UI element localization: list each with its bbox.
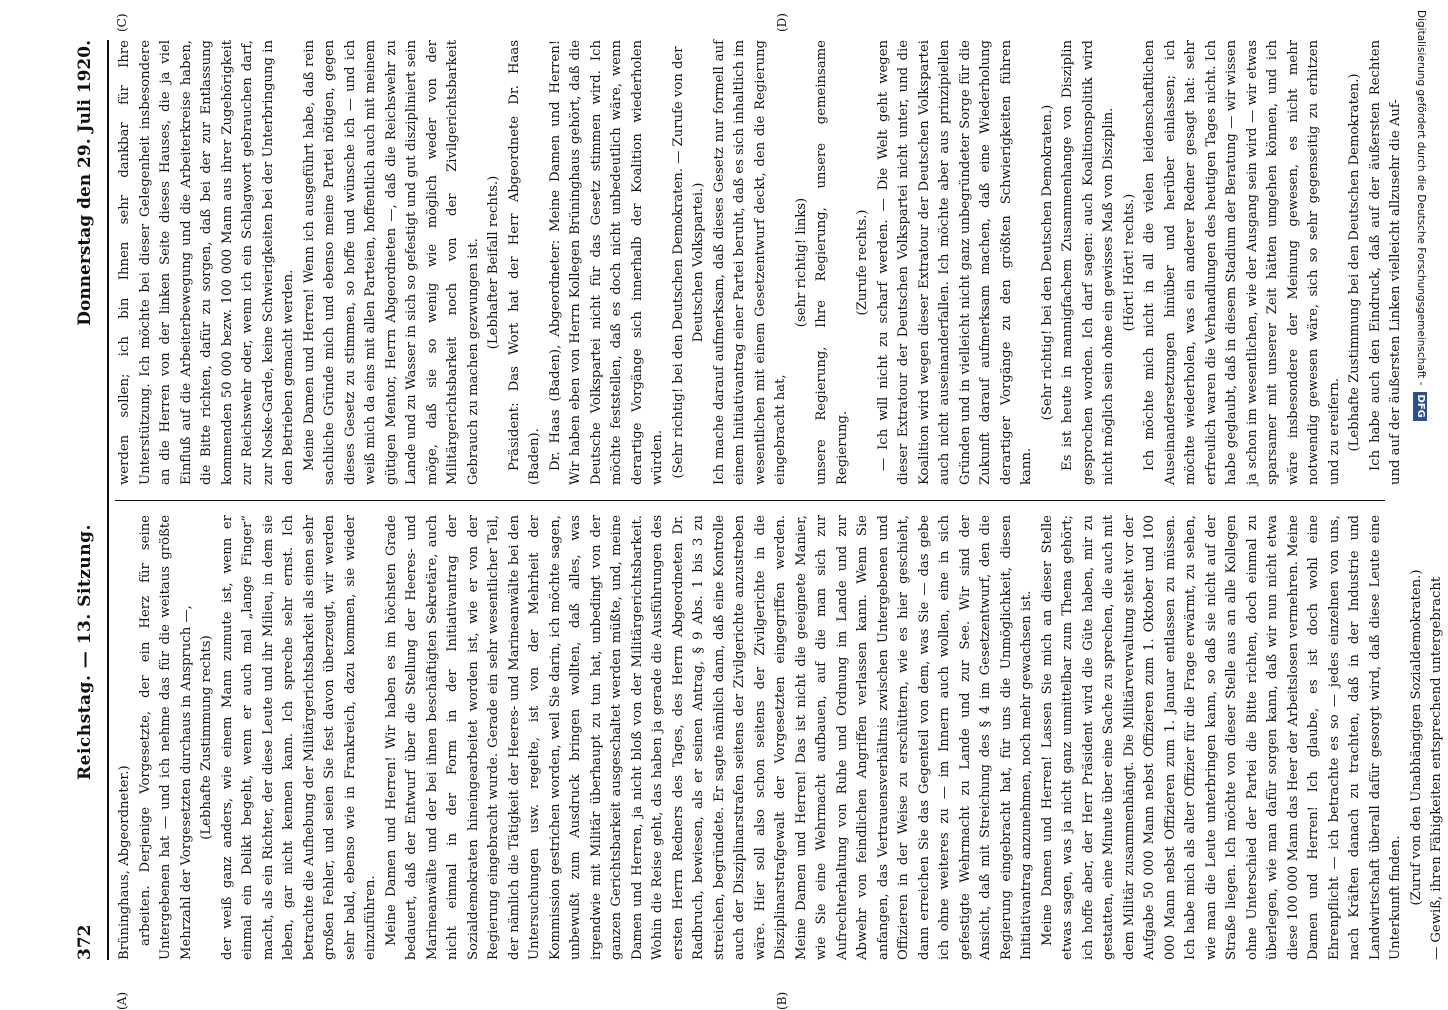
interjection: (Lebhafte Zustimmung bei den Deutschen Demokraten.) bbox=[1347, 73, 1362, 452]
paragraph: Dr. Haas (Baden), Abgeordneter: Meine Damen und Herren! Wir haben eben von Herrn Kollegen Brüninghaus gehört, daß die Deutsche Volkspartei nicht für das Gesetz stimmen wird. Ich möchte feststellen, daß es doch nicht unbedeutlich wäre, wenn derartige Vorgänge sich innerhalb der Koalition wiederholen würden. bbox=[547, 40, 665, 485]
session-title: Reichstag. — 13. Sitzung. bbox=[75, 524, 95, 780]
paragraph: — Ich will nicht zu scharf werden. — Die Welt geht wegen dieser Extratour der Deutschen Volkspartei nicht unter, und die Koalition wird wegen dieser Extratour der Deutschen Volkspartei auch nicht auseinanderfallen. Ich möchte aber aus prinzipiellen Gründen und in vielleicht nicht ganz unbegründeter Sorge für die Zukunft darauf aufmerksam machen, daß eine Wiederholung derartiger Vorgänge zu den größten Schwierigkeiten führen kann. bbox=[875, 40, 1034, 485]
paragraph: Ich mache darauf aufmerksam, daß dieses Gesetz nur formell auf einem Initiativantrag einer Partei beruht, daß es sich inhaltlich im wesentlichen mit einem Gesetzentwurf deckt, den die Regierung eingebracht hat, bbox=[711, 40, 788, 485]
paragraph: Es ist heute in mannigfachem Zusammenhange von Disziplin gesprochen worden. Ich darf sagen: auch Koalitionspolitik wird nicht möglich sein ohne ein gewisses Maß von Disziplin. bbox=[1060, 40, 1116, 485]
paragraph: werden sollen; ich bin Ihnen sehr dankbar für Ihre Unterstützung. Ich möchte bei dieser Gelegenheit insbesondere an die Herren von der linken Seite dieses Hauses, die ja viel Einfluß auf die Arbeiterbewegung und die Arbeiterkreise haben, die Bitte richten, dafür zu sorgen, daß bei der zur Entlassung kommenden 50 000 bezw. 100 000 Mann aus ihrer Zugehörigkeit zur Reichswehr oder, wenn ich ein Schlagwort gebrauchen darf, zur Noske-Garde, keine Schwierigkeiten bei der Unterbringung in den Betrieben gemacht werden. bbox=[117, 40, 296, 485]
interjection: (Sehr richtig! bei den Deutschen Demokraten. — Zurufe von der Deutschen Volkspartei.) bbox=[670, 46, 706, 479]
paragraph: unsere Regierung, Ihre Regierung, unsere gemeinsame Regierung. bbox=[814, 40, 850, 485]
paragraph: Meine Damen und Herren! Lassen Sie mich an dieser Stelle etwas sagen, was ja nicht ganz unmittelbar zum Thema gehört; ich hoffe aber, der Herr Präsident wird die Güte haben, mir zu gestatten, eine Minute über eine Sache zu sprechen, die auch mit dem Militär zusammenhängt. Die Militärverwaltung steht vor der Aufgabe 50 000 Mann nebst Offizieren zum 1. Oktober und 100 000 Mann nebst Offizieren zum 1. Januar entlassen zu müssen. Ich habe mich als alter Offizier für die Frage erwärmt, zu sehen, wie man die Leute unterbringen kann, so daß sie nicht auf der Straße liegen. Ich möchte von dieser Stelle aus an alle Kollegen ohne Unterschied der Partei die Bitte richten, doch einmal zu überlegen, wie man dafür sorgen kann, daß wir nun nicht etwa diese 100 000 Mann das Heer der Arbeitslosen vermehren. Meine Damen und Herren! Ich glaube, es ist doch wohl eine Ehrenpflicht — ich betrachte es so — jedes einzelnen von uns, nach Kräften danach zu trachten, daß in der Industrie und Landwirtschaft überall dafür gesorgt wird, daß diese Leute eine Unterkunft finden. bbox=[1039, 515, 1403, 960]
interjection: (Sehr richtig! bei den Deutschen Demokraten.) bbox=[1039, 104, 1055, 421]
header-rule bbox=[107, 40, 109, 960]
column-divider bbox=[115, 500, 1385, 501]
paragraph: arbeiten. Derjenige Vorgesetzte, der ein Herz für seine Untergebenen hat — und ich nehme das für die weitaus größte Mehrzahl der Vorgesetzten durchaus in Anspruch —, bbox=[137, 515, 194, 960]
digitization-text: Digitalisierung gefördert durch die Deutsche Forschungsgemeinschaft - bbox=[1415, 10, 1427, 386]
left-column bbox=[115, 515, 1444, 960]
interjection: (Hört! Hört! rechts.) bbox=[1121, 193, 1137, 332]
paragraph: der weiß ganz anders, wie einem Mann zumute ist, wenn er einmal ein Delikt begeht, wenn er auch mal „lange Finger“ macht, als ein Richter, der diese Leute und ihr Milieu, in dem sie leben, gar nicht kennen kann. Ich spreche sehr ernst. Ich betrachte die Aufhebung der Militärgerichtsbarkeit als einen sehr großen Fehler, und seien Sie fest davon überzeugt, wir werden sehr bald, ebenso wie in Frankreich, dazu kommen, sie wieder einzuführen. bbox=[219, 515, 378, 960]
digitization-text-wrap bbox=[1412, 10, 1430, 990]
paragraph: Meine Damen und Herren! Wir haben es im höchsten Grade bedauert, daß der Entwurf über die Stellung der Heeres- und Marineanwälte und der bei ihnen beschäftigten Sekretäre, auch nicht einmal in der Form in der Initiativantrag der Sozialdemokraten hineingearbeitet worden ist, wie er von der Regierung eingebracht wurde. Gerade ein sehr wesentlicher Teil, der nämlich die Tätigkeit der Heeres- und Marineanwälte bei den Untersuchungen usw. regelte, ist von der Mehrheit der Kommission gestrichen worden, weil Sie darin, ich möchte sagen, unbewußt zum Ausdruck bringen wollten, daß alles, was irgendwie mit Militär überhaupt zu tun hat, unbedingt von der ganzen Gerichtsbarkeit ausgeschaltet werden müßte, und, meine Damen und Herren, ja nicht bloß von der Militärgerichtsbarkeit. Wohin die Reise geht, das haben ja gerade die Ausführungen des ersten Herrn Redners des Tages, des Herrn Abgeordneten Dr. Radbruch, bewiesen, als er seinen Antrag, § 9 Abs. 1 bis 3 zu streichen, begründete. Er sagte nämlich dann, daß eine Kontrolle auch der Disziplinarstrafen seitens der Zivilgerichte anzustreben wäre. Hier soll also schon seitens der Zivilgerichte in die Disziplinarstrafgewalt der Vorgesetzten eingegriffen werden. Meine Damen und Herren! Das ist nicht die geeignete Manier, wie Sie eine Wehrmacht aufbauen, auf die man sich zur Aufrechterhaltung von Ruhe und Ordnung im Lande und zur Abwehr von feindlichen Angriffen verlassen kann. Wenn Sie anfangen, das Vertrauensverhältnis zwischen Untergebenen und Offizieren in der Weise zu erschüttern, wie es hier geschieht, dann erreichen Sie das Gegenteil von dem, was Sie — das gebe ich ohne weiteres zu — im Innern auch wollen, eine in sich gefestigte Wehrmacht zu Lande und zur See. Wir sind der Ansicht, daß mit Streichung des § 4 im Gesetzentwurf, den die Regierung eingebracht hat, für uns die Unmöglichkeit, diesen Initiativantrag anzunehmen, noch mehr gewachsen ist. bbox=[383, 515, 1034, 960]
interjection: (Zurufe rechts.) bbox=[855, 209, 870, 316]
interjection: (Lebhafter Beifall rechts.) bbox=[486, 175, 501, 350]
margin-mark-c: (C) bbox=[115, 13, 129, 32]
dfg-logo: DFG bbox=[1413, 392, 1427, 421]
margin-mark-d: (D) bbox=[775, 13, 789, 32]
president-line: Präsident: Das Wort hat der Herr Abgeordnete Dr. Haas (Baden). bbox=[506, 40, 542, 485]
paragraph: Ich möchte mich nicht in all die vielen leidenschaftlichen Auseinandersetzungen hinüber und herüber einlassen; ich möchte wiederholen, was ein anderer Redner gesagt hat: sehr erfreulich waren die Verhandlungen des heutigen Tages nicht. Ich habe geglaubt, daß in diesem Stadium der Beratung — wir wissen ja schon im wesentlichen, wie der Ausgang sein wird — wir etwas sparsamer mit unserer Zeit hätten umgehen können, und ich wäre insbesondere der Meinung gewesen, es nicht mehr notwendig gewesen wäre, sich so sehr gegenseitig zu erhitzen und zu ereifern. bbox=[1142, 40, 1342, 485]
interjection: (Zuruf von den Unabhängigen Sozialdemokraten.) bbox=[1408, 569, 1424, 906]
paragraph: Meine Damen und Herren! Wenn ich ausgeführt habe, daß rein sachliche Gründe mich und ebenso meine Partei nötigen, gegen dieses Gesetz zu stimmen, so hoffe und wünsche ich — und ich weiß mich da eins mit allen Parteien, hoffentlich auch mit meinem gütigen Mentor, Herrn Abgeordneten —, daß die Reichswehr zu Lande und zu Wasser in sich so gefestigt und gut diszipliniert sein möge, daß sie so wenig wie möglich weder von der Militärgerichtsbarkeit noch von der Zivilgerichtsbarkeit Gebrauch zu machen gezwungen ist. bbox=[301, 40, 481, 485]
margin-mark-b: (B) bbox=[775, 991, 789, 1010]
right-column bbox=[115, 40, 1403, 485]
margin-mark-a: (A) bbox=[115, 991, 129, 1010]
page-header bbox=[75, 40, 101, 960]
digitization-note bbox=[1412, 10, 1430, 990]
paragraph: — Gewiß, ihren Fähigkeiten entsprechend untergebracht bbox=[1429, 576, 1444, 960]
interjection: (sehr richtig! links) bbox=[793, 197, 809, 328]
page-number: 372 bbox=[75, 924, 95, 960]
paragraph: Ich habe auch den Eindruck, daß auf der äußersten Rechten und auf der äußersten Linken vielleicht allzusehr die Auf- bbox=[1367, 40, 1403, 485]
interjection: (Lebhafte Zustimmung rechts) bbox=[199, 635, 214, 840]
session-date: Donnerstag den 29. Juli 1920. bbox=[75, 40, 95, 326]
speaker-line: Brüninghaus, Abgeordneter.) bbox=[117, 765, 132, 960]
